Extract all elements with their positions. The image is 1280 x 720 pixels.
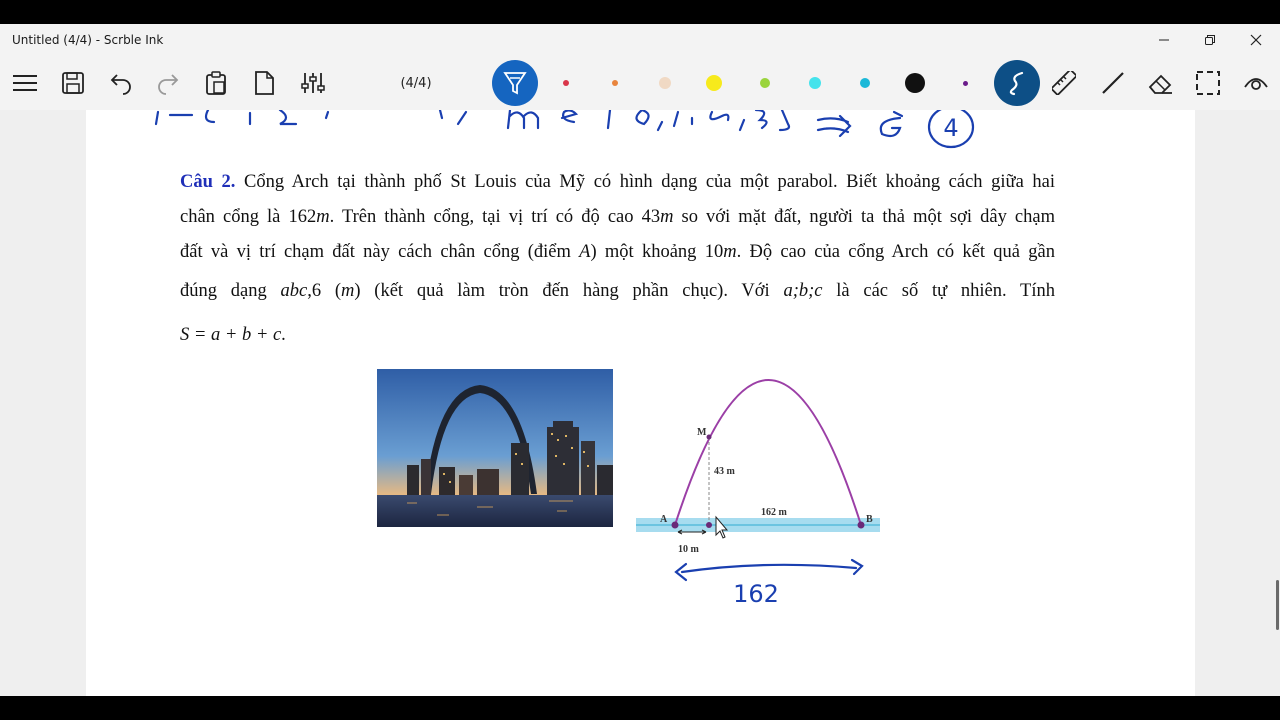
point-rope-base xyxy=(706,522,712,528)
color-dot-icon xyxy=(563,80,569,86)
color-swatch-7[interactable] xyxy=(853,56,877,110)
close-button[interactable] xyxy=(1233,24,1279,56)
clipboard-icon xyxy=(204,70,228,96)
selection-icon xyxy=(1195,70,1221,96)
highlighter-tool[interactable] xyxy=(491,56,539,110)
undo-icon xyxy=(109,71,133,95)
pen-squiggle-icon xyxy=(1006,70,1028,96)
view-mode-button[interactable] xyxy=(1239,56,1273,110)
vertical-scrollbar[interactable] xyxy=(1276,580,1279,630)
letterbox-top xyxy=(0,0,1280,24)
page-icon xyxy=(253,70,275,96)
top-handwriting xyxy=(140,110,1000,155)
color-swatch-2[interactable] xyxy=(604,56,626,110)
paste-button[interactable] xyxy=(199,56,233,110)
line-tool[interactable] xyxy=(1096,56,1130,110)
eraser-icon xyxy=(1148,71,1174,95)
gateway-arch-image xyxy=(377,369,613,527)
line-icon xyxy=(1101,71,1125,95)
color-dot-icon xyxy=(809,77,821,89)
label-width: 162 m xyxy=(761,507,787,518)
problem-line-4: đúng dạng abc,6 (m) (kết quả làm tròn đến hàng phần chục). Với a;b;c là các số tự nhiên. Tính xyxy=(180,281,1055,301)
sliders-icon xyxy=(300,71,326,95)
eye-icon xyxy=(1243,73,1269,93)
menu-button[interactable] xyxy=(6,56,44,110)
highlighter-icon xyxy=(503,70,527,96)
color-swatch-3[interactable] xyxy=(653,56,677,110)
label-a: A xyxy=(660,514,668,525)
color-dot-icon xyxy=(760,78,770,88)
save-button[interactable] xyxy=(56,56,90,110)
new-page-button[interactable] xyxy=(247,56,281,110)
problem-line-2: chân cổng là 162m. Trên thành cổng, tại vị trí có độ cao 43m so với mặt đất, người ta thả một sợi dây chạm xyxy=(180,207,1055,227)
color-dot-icon xyxy=(659,77,671,89)
handwritten-162: 162 xyxy=(733,580,779,608)
restore-icon xyxy=(1204,34,1216,46)
label-offset: 10 m xyxy=(678,544,699,555)
label-b: B xyxy=(866,514,873,525)
problem-line-1-text: Cổng Arch tại thành phố St Louis của Mỹ có hình dạng của một parabol. Biết khoảng cách giữa hai xyxy=(243,172,1055,192)
point-a xyxy=(672,522,679,529)
redo-button[interactable] xyxy=(151,56,185,110)
color-swatch-6[interactable] xyxy=(803,56,827,110)
highlighter-active xyxy=(492,60,538,106)
minimize-icon xyxy=(1158,34,1170,46)
close-icon xyxy=(1250,34,1262,46)
color-dot-icon xyxy=(905,73,925,93)
problem-line-1 xyxy=(180,172,1055,193)
ruler-icon xyxy=(1052,71,1076,95)
problem-line-5: S = a + b + c. xyxy=(180,325,286,345)
letterbox-bottom xyxy=(0,696,1280,720)
undo-button[interactable] xyxy=(104,56,138,110)
color-swatch-8[interactable] xyxy=(901,56,929,110)
bottom-handwriting xyxy=(668,552,868,608)
problem-label: Câu 2. xyxy=(180,172,236,192)
pen-tool[interactable] xyxy=(993,56,1041,110)
title-bar xyxy=(0,24,1280,56)
color-swatch-1[interactable] xyxy=(555,56,577,110)
settings-button[interactable] xyxy=(296,56,330,110)
arch-diagram-svg xyxy=(630,365,890,565)
window-title: Untitled (4/4) - Scrble Ink xyxy=(12,33,164,47)
save-icon xyxy=(61,71,85,95)
parabola-diagram xyxy=(630,365,890,565)
arch-photo xyxy=(377,369,613,527)
problem-line-3: đất và vị trí chạm đất này cách chân cổng (điểm A) một khoảng 10m. Độ cao của cổng Arch có kết quả gần xyxy=(180,242,1055,262)
hamburger-icon xyxy=(12,73,38,93)
color-dot-icon xyxy=(706,75,722,91)
color-swatch-9[interactable] xyxy=(954,56,976,110)
select-tool[interactable] xyxy=(1191,56,1225,110)
minimize-button[interactable] xyxy=(1141,24,1187,56)
parabola-curve xyxy=(675,380,861,525)
color-dot-icon xyxy=(860,78,870,88)
color-swatch-4[interactable] xyxy=(702,56,726,110)
color-dot-icon xyxy=(963,81,968,86)
ruler-tool[interactable] xyxy=(1047,56,1081,110)
color-swatch-5[interactable] xyxy=(753,56,777,110)
pen-active xyxy=(994,60,1040,106)
toolbar xyxy=(0,56,1280,110)
label-m: M xyxy=(697,427,707,438)
label-height: 43 m xyxy=(714,466,735,477)
redo-icon xyxy=(156,71,180,95)
point-b xyxy=(858,522,865,529)
eraser-tool[interactable] xyxy=(1144,56,1178,110)
restore-button[interactable] xyxy=(1187,24,1233,56)
color-dot-icon xyxy=(612,80,618,86)
page-indicator: (4/4) xyxy=(400,75,432,91)
circled-number: 4 xyxy=(943,114,959,142)
point-m xyxy=(707,435,712,440)
